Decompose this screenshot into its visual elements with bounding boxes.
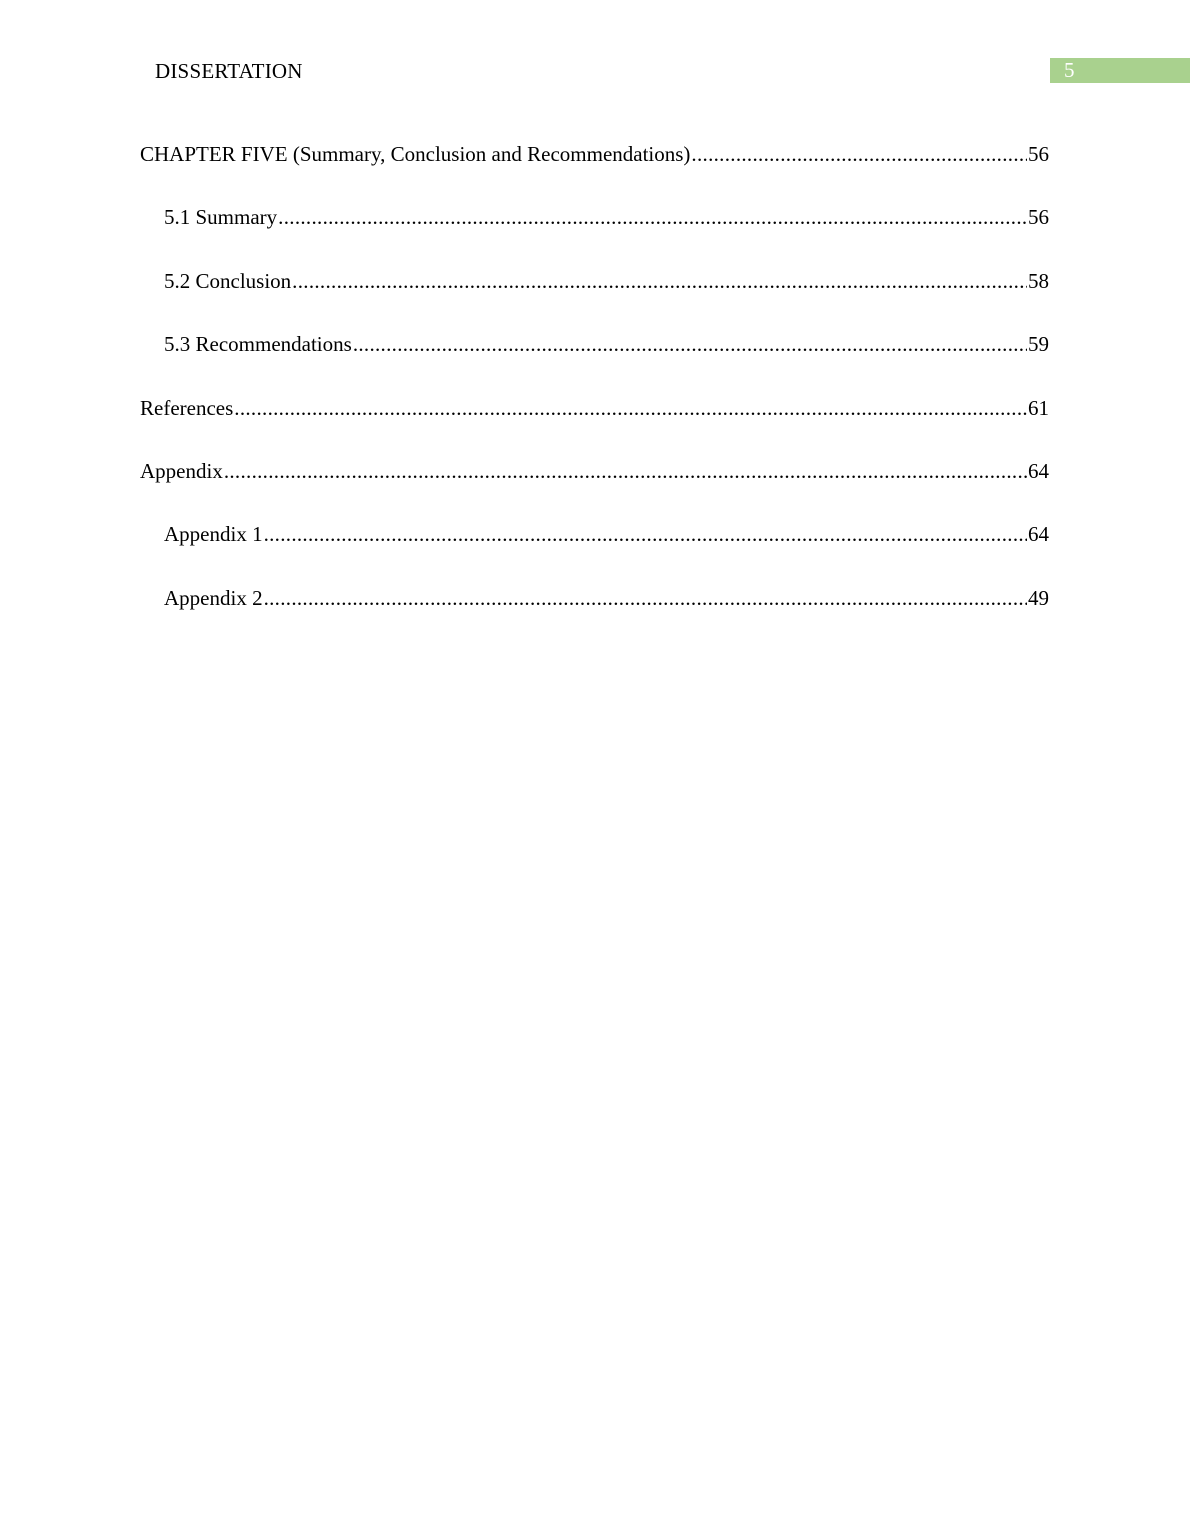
toc-dot-leader <box>292 263 1027 299</box>
toc-dot-leader <box>264 580 1027 616</box>
page-number: 5 <box>1064 58 1075 82</box>
toc-entry-page: 58 <box>1028 268 1049 293</box>
toc-entry-appendix-2[interactable] <box>140 580 1049 643</box>
toc-entry-title: CHAPTER FIVE (Summary, Conclusion and Recommendations) <box>140 142 691 166</box>
toc-entry-title: References <box>140 395 234 420</box>
toc-entry-page: 56 <box>1028 142 1049 166</box>
toc-entry-page: 64 <box>1028 458 1049 483</box>
toc-entry-title: 5.2 Conclusion <box>164 268 292 293</box>
toc-entry-title: Appendix 1 <box>164 522 263 547</box>
toc-entry-appendix[interactable] <box>140 453 1049 516</box>
toc-entry-recommendations[interactable] <box>140 326 1049 389</box>
toc-entry-summary[interactable] <box>140 199 1049 262</box>
table-of-contents <box>140 136 1049 643</box>
toc-entry-appendix-1[interactable] <box>140 516 1049 579</box>
toc-dot-leader <box>264 516 1027 552</box>
toc-dot-leader <box>353 326 1027 362</box>
toc-dot-leader <box>234 390 1027 426</box>
toc-dot-leader <box>691 136 1027 172</box>
toc-entry-page: 61 <box>1028 395 1049 420</box>
page-number-badge <box>1050 58 1190 83</box>
toc-dot-leader <box>224 453 1027 489</box>
toc-entry-chapter-five[interactable] <box>140 136 1049 199</box>
toc-entry-page: 64 <box>1028 522 1049 547</box>
toc-entry-page: 56 <box>1028 205 1049 230</box>
toc-entry-page: 49 <box>1028 585 1049 610</box>
toc-entry-title: Appendix <box>140 458 223 483</box>
toc-entry-references[interactable] <box>140 390 1049 453</box>
toc-entry-title: Appendix 2 <box>164 585 263 610</box>
running-head: DISSERTATION <box>155 59 303 83</box>
toc-entry-page: 59 <box>1028 332 1049 357</box>
toc-entry-title: 5.1 Summary <box>164 205 278 230</box>
toc-entry-conclusion[interactable] <box>140 263 1049 326</box>
toc-entry-title: 5.3 Recommendations <box>164 332 352 357</box>
toc-dot-leader <box>278 199 1027 235</box>
